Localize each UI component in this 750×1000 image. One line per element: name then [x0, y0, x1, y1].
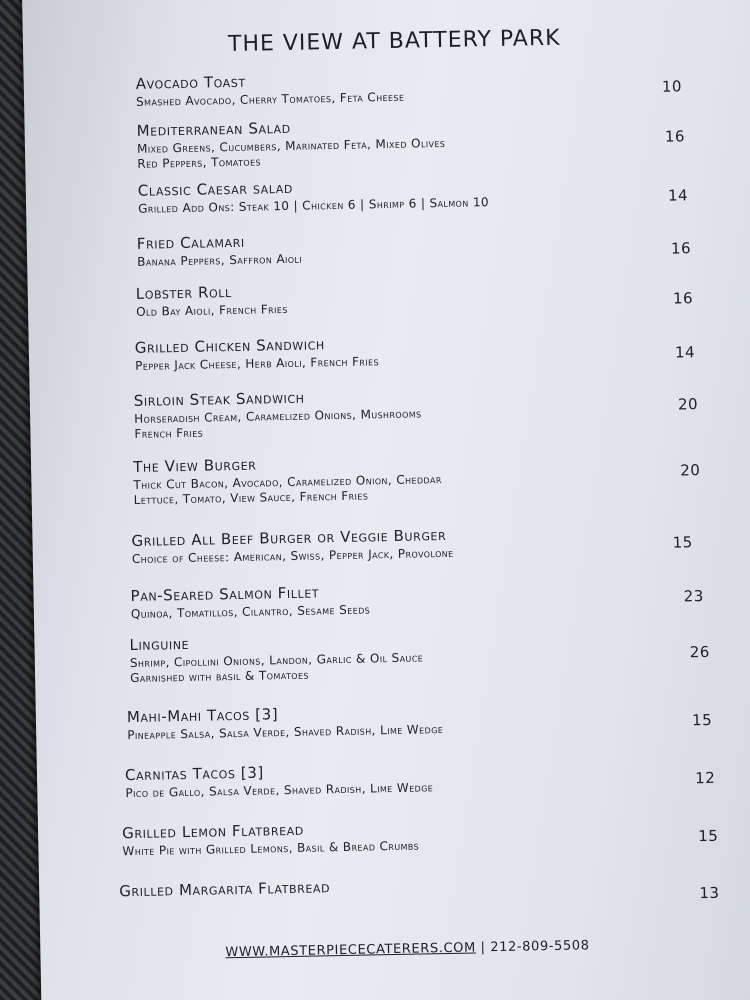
item-price: 12 — [695, 768, 716, 788]
item-name: Classic Caesar salad — [137, 178, 294, 200]
item-desc: Thick Cut Bacon, Avocado, Caramelized Onion, Cheddar — [133, 472, 442, 492]
item-name: Grilled Lemon Flatbread — [121, 820, 305, 843]
item-desc: Old Bay Aioli, French Fries — [135, 301, 288, 319]
item-desc: White Pie with Grilled Lemons, Basil & Bread Crumbs — [122, 838, 420, 859]
item-price: 15 — [698, 826, 719, 846]
item-desc: Pineapple Salsa, Salsa Verde, Shaved Radish, Lime Wedge — [127, 722, 444, 743]
phone-number: | 212-809-5508 — [475, 938, 590, 956]
item-name: Pan-Seared Salmon Fillet — [130, 583, 320, 606]
item-name: Avocado Toast — [135, 72, 246, 93]
menu-item-grilled-margarita-flatbread — [119, 879, 330, 900]
website-link: WWW.MASTERPIECECATERERS.COM — [225, 940, 476, 961]
menu-item-the-view-burger — [133, 453, 442, 508]
item-name: Sirloin Steak Sandwich — [133, 388, 305, 410]
item-name: Grilled Chicken Sandwich — [134, 335, 325, 357]
item-price: 14 — [674, 343, 696, 362]
item-name: Mahi-Mahi Tacos [3] — [126, 705, 279, 727]
item-price: 20 — [677, 395, 699, 414]
item-price: 10 — [661, 77, 683, 96]
menu-title: THE VIEW AT BATTERY PARK — [227, 25, 561, 58]
item-name: The View Burger — [132, 455, 257, 476]
item-desc-line-2: French Fries — [134, 425, 204, 441]
menu-item-sirloin-steak-sandwich — [134, 387, 422, 442]
item-price: 13 — [699, 883, 720, 903]
item-price: 15 — [691, 710, 713, 730]
menu-item-mahi-mahi-tacos — [127, 703, 444, 743]
item-price: 26 — [689, 642, 711, 662]
item-desc: Pico de Gallo, Salsa Verde, Shaved Radish, Lime Wedge — [125, 780, 434, 801]
menu-item-classic-caesar-salad — [138, 176, 489, 217]
item-name: Linguine — [129, 634, 190, 655]
menu-item-fried-calamari — [137, 233, 303, 270]
menu-item-avocado-toast — [136, 71, 405, 110]
menu-footer — [225, 938, 589, 960]
menu-item-mediterranean-salad — [136, 117, 445, 172]
menu-item-grilled-chicken-sandwich — [135, 335, 379, 374]
item-price: 16 — [664, 127, 686, 146]
item-desc: Banana Peppers, Saffron Aioli — [137, 251, 303, 269]
menu-item-grilled-lemon-flatbread — [122, 820, 419, 860]
menu-item-carnitas-tacos — [125, 761, 433, 801]
item-desc-line-2: Lettuce, Tomato, View Sauce, French Fries — [133, 488, 369, 507]
item-name: Lobster Roll — [135, 283, 232, 303]
item-price: 20 — [680, 461, 701, 480]
menu-item-beef-or-veggie-burger — [131, 527, 453, 567]
item-price: 15 — [672, 533, 693, 552]
item-price: 16 — [672, 289, 694, 308]
item-name: Fried Calamari — [136, 232, 245, 253]
item-desc-line-2: Red Peppers, Tomatoes — [137, 154, 262, 171]
item-desc: Mixed Greens, Cucumbers, Marinated Feta, Mixed Olives — [136, 135, 446, 156]
item-desc-line-2: Garnished with basil & Tomatoes — [130, 667, 309, 686]
item-name: Mediterranean Salad — [136, 118, 291, 140]
item-name: Grilled All Beef Burger or Veggie Burger — [131, 525, 447, 550]
item-desc: Pepper Jack Cheese, Herb Aioli, French Fries — [135, 354, 380, 373]
item-price: 23 — [683, 587, 704, 606]
menu-item-linguine — [129, 631, 423, 686]
item-desc: Choice of Cheese: American, Swiss, Pepper Jack, Provolone — [131, 545, 454, 566]
item-price: 14 — [667, 186, 689, 205]
item-price: 16 — [670, 239, 692, 258]
item-desc: Horseradish Cream, Caramelized Onions, Mushrooms — [134, 406, 422, 426]
menu-item-lobster-roll — [136, 283, 288, 320]
item-desc: Quinoa, Tomatillos, Cilantro, Sesame Seeds — [130, 602, 371, 622]
item-name: Grilled Margarita Flatbread — [119, 878, 331, 901]
item-name: Carnitas Tacos [3] — [124, 763, 265, 785]
menu-sheet — [22, 0, 750, 1000]
item-desc: Shrimp, Cipollini Onions, Landon, Garlic & Oil Sauce — [129, 650, 424, 671]
item-desc: Grilled Add Ons: Steak 10 | Chicken 6 | Shrimp 6 | Salmon 10 — [138, 195, 490, 216]
item-desc: Smashed Avocado, Cherry Tomatoes, Feta Cheese — [135, 89, 405, 109]
menu-item-pan-seared-salmon — [130, 583, 370, 622]
